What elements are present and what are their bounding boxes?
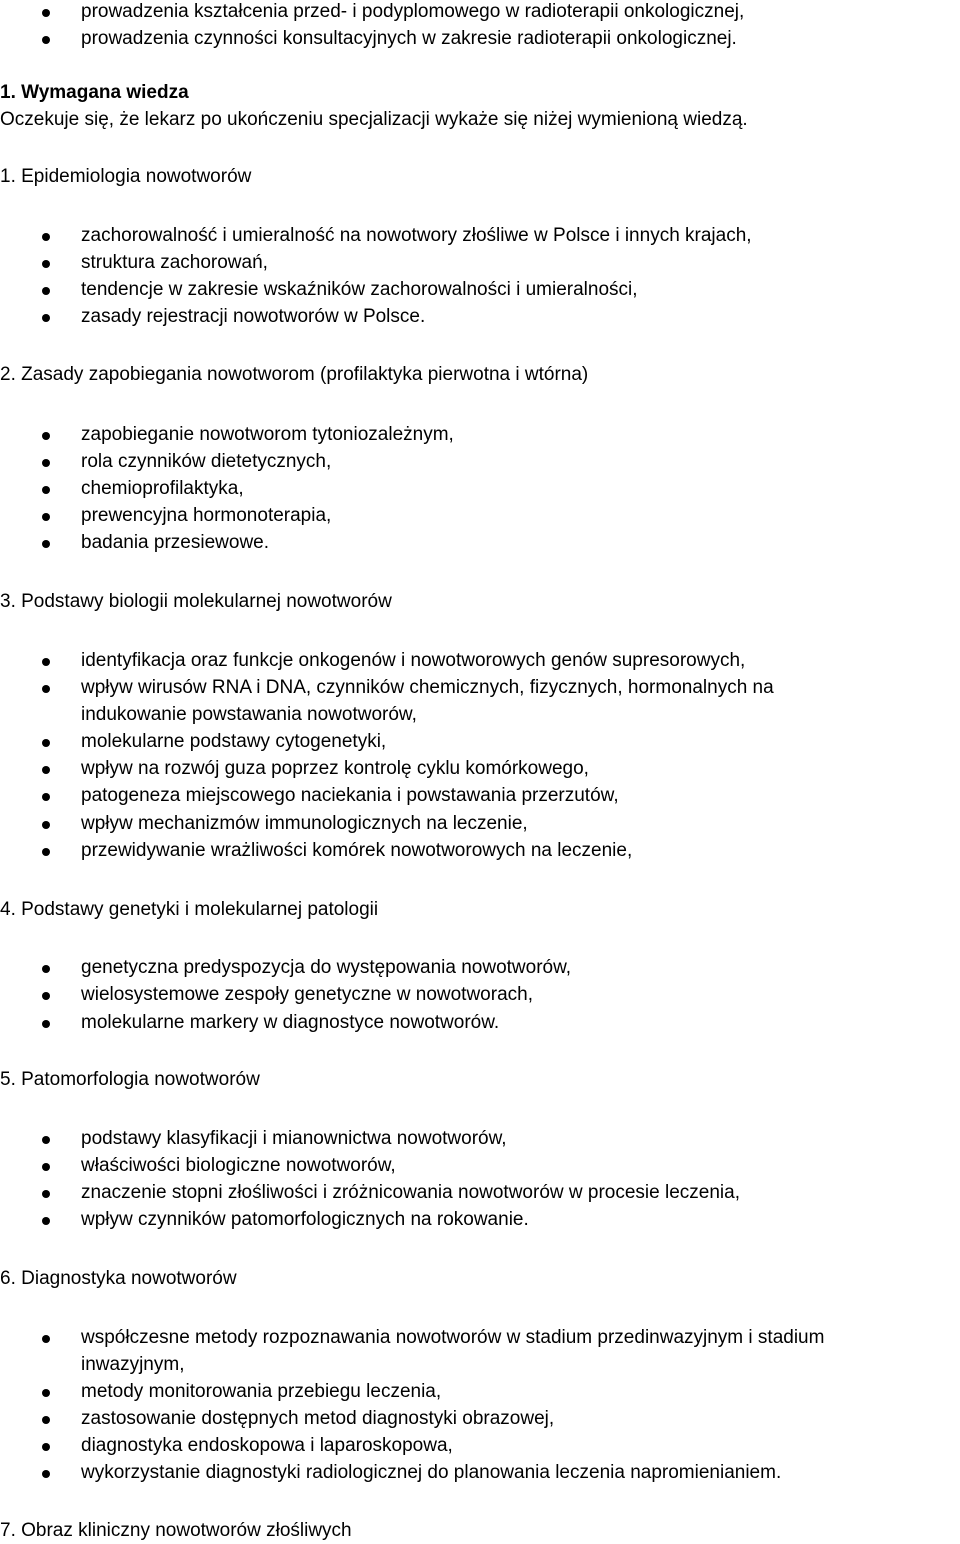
- list-item: wielosystemowe zespoły genetyczne w nowotworach,: [81, 984, 533, 1005]
- bullet-icon: [42, 685, 50, 693]
- list-item: zastosowanie dostępnych metod diagnostyki obrazowej,: [81, 1408, 555, 1429]
- list-item: rola czynników dietetycznych,: [81, 451, 332, 472]
- bullet-icon: [42, 766, 50, 774]
- bullet-icon: [42, 540, 50, 548]
- list-item: identyfikacja oraz funkcje onkogenów i nowotworowych genów supresorowych,: [81, 650, 746, 671]
- list-item: wpływ czynników patomorfologicznych na rokowanie.: [81, 1209, 529, 1230]
- bullet-icon: [42, 1190, 50, 1198]
- bullet-icon: [42, 992, 50, 1000]
- list-item: wpływ wirusów RNA i DNA, czynników chemicznych, fizycznych, hormonalnych na: [81, 677, 774, 698]
- list-item: wykorzystanie diagnostyki radiologicznej do planowania leczenia napromienianiem.: [81, 1462, 782, 1483]
- bullet-icon: [42, 1217, 50, 1225]
- list-item: tendencje w zakresie wskaźników zachorowalności i umieralności,: [81, 279, 638, 300]
- list-item-continuation: indukowanie powstawania nowotworów,: [81, 704, 417, 725]
- bullet-icon: [42, 965, 50, 973]
- list-item: genetyczna predyspozycja do występowania nowotworów,: [81, 957, 572, 978]
- list-item: zachorowalność i umieralność na nowotwory złośliwe w Polsce i innych krajach,: [81, 225, 752, 246]
- bullet-icon: [42, 513, 50, 521]
- section-heading: 4. Podstawy genetyki i molekularnej patologii: [0, 899, 379, 920]
- bullet-icon: [42, 459, 50, 467]
- intro-bullet-text: prowadzenia czynności konsultacyjnych w zakresie radioterapii onkologicznej.: [81, 28, 737, 49]
- section-heading: 6. Diagnostyka nowotworów: [0, 1268, 237, 1289]
- list-item: patogeneza miejscowego naciekania i powstawania przerzutów,: [81, 785, 619, 806]
- list-item: molekularne markery w diagnostyce nowotworów.: [81, 1012, 500, 1033]
- list-item: diagnostyka endoskopowa i laparoskopowa,: [81, 1435, 453, 1456]
- section-heading: 5. Patomorfologia nowotworów: [0, 1069, 260, 1090]
- bullet-icon: [42, 1443, 50, 1451]
- bullet-icon: [42, 1389, 50, 1397]
- list-item: zapobieganie nowotworom tytoniozależnym,: [81, 424, 454, 445]
- list-item: współczesne metody rozpoznawania nowotworów w stadium przedinwazyjnym i stadium: [81, 1327, 825, 1348]
- bullet-icon: [42, 432, 50, 440]
- bullet-icon: [42, 1136, 50, 1144]
- required-knowledge-heading: 1. Wymagana wiedza: [0, 82, 189, 103]
- bullet-icon: [42, 1335, 50, 1343]
- list-item: wpływ na rozwój guza poprzez kontrolę cyklu komórkowego,: [81, 758, 589, 779]
- bullet-icon: [42, 9, 50, 17]
- bullet-icon: [42, 36, 50, 44]
- list-item: prewencyjna hormonoterapia,: [81, 505, 332, 526]
- bullet-icon: [42, 658, 50, 666]
- list-item: metody monitorowania przebiegu leczenia,: [81, 1381, 442, 1402]
- bullet-icon: [42, 1163, 50, 1171]
- bullet-icon: [42, 233, 50, 241]
- bullet-icon: [42, 1470, 50, 1478]
- section-heading: 3. Podstawy biologii molekularnej nowotworów: [0, 591, 392, 612]
- bullet-icon: [42, 1416, 50, 1424]
- bullet-icon: [42, 314, 50, 322]
- list-item: zasady rejestracji nowotworów w Polsce.: [81, 306, 426, 327]
- list-item: wpływ mechanizmów immunologicznych na leczenie,: [81, 813, 528, 834]
- bullet-icon: [42, 739, 50, 747]
- list-item: właściwości biologiczne nowotworów,: [81, 1155, 396, 1176]
- list-item: znaczenie stopni złośliwości i zróżnicowania nowotworów w procesie leczenia,: [81, 1182, 740, 1203]
- list-item: badania przesiewowe.: [81, 532, 270, 553]
- list-item: molekularne podstawy cytogenetyki,: [81, 731, 387, 752]
- section-heading: 2. Zasady zapobiegania nowotworom (profilaktyka pierwotna i wtórna): [0, 364, 589, 385]
- section-heading: 1. Epidemiologia nowotworów: [0, 166, 252, 187]
- list-item: przewidywanie wrażliwości komórek nowotworowych na leczenie,: [81, 840, 633, 861]
- bullet-icon: [42, 486, 50, 494]
- intro-bullet-text: prowadzenia kształcenia przed- i podyplomowego w radioterapii onkologicznej,: [81, 1, 745, 22]
- list-item: chemioprofilaktyka,: [81, 478, 244, 499]
- bullet-icon: [42, 1020, 50, 1028]
- bullet-icon: [42, 821, 50, 829]
- required-knowledge-intro: Oczekuje się, że lekarz po ukończeniu specjalizacji wykaże się niżej wymienioną wiedzą.: [0, 109, 748, 130]
- bullet-icon: [42, 287, 50, 295]
- section-heading: 7. Obraz kliniczny nowotworów złośliwych: [0, 1520, 352, 1541]
- bullet-icon: [42, 848, 50, 856]
- bullet-icon: [42, 260, 50, 268]
- list-item: struktura zachorowań,: [81, 252, 268, 273]
- list-item-continuation: inwazyjnym,: [81, 1354, 185, 1375]
- bullet-icon: [42, 793, 50, 801]
- list-item: podstawy klasyfikacji i mianownictwa nowotworów,: [81, 1128, 507, 1149]
